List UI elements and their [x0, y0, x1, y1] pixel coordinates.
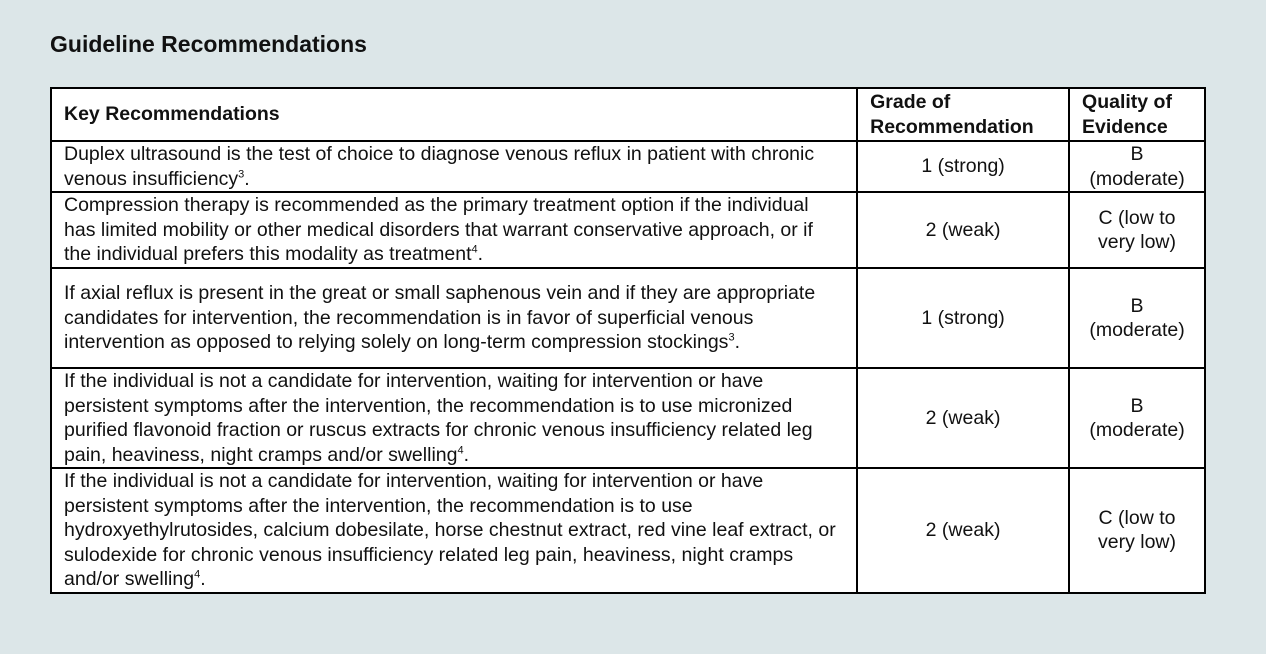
- table-header-row: [51, 88, 1205, 141]
- recommendation-end: .: [734, 331, 740, 354]
- reference-superscript: 3: [728, 331, 735, 344]
- grade-cell: 2 (weak): [857, 368, 1069, 468]
- table-row: [51, 141, 1205, 192]
- header-quality-of-evidence: Quality of Evidence: [1069, 88, 1205, 141]
- recommendations-table: [50, 87, 1206, 594]
- recommendation-cell: [51, 141, 857, 192]
- reference-superscript: 3: [238, 168, 245, 180]
- table-row: [51, 192, 1205, 268]
- quality-cell: C (low to very low): [1069, 192, 1205, 268]
- header-grade-of-recommendation: Grade of Recommendation: [857, 88, 1069, 141]
- reference-superscript: 4: [194, 568, 201, 581]
- grade-cell: 2 (weak): [857, 192, 1069, 268]
- reference-superscript: 4: [457, 444, 464, 456]
- quality-cell: B (moderate): [1069, 368, 1205, 468]
- header-key-recommendations: Key Recommendations: [51, 88, 857, 141]
- table-row: [51, 368, 1205, 468]
- quality-cell: B (moderate): [1069, 141, 1205, 192]
- table-row: [51, 468, 1205, 593]
- page-title: Guideline Recommendations: [50, 31, 367, 57]
- grade-cell: 1 (strong): [857, 141, 1069, 192]
- recommendation-text: If axial reflux is present in the great or small saphenous vein and if they are appropriate candidates for intervention, the recommendation is in favor of superficial venous intervention as opposed to relying solely on long-term compression stockings: [64, 282, 816, 354]
- quality-cell: B (moderate): [1069, 268, 1205, 368]
- recommendation-text: If the individual is not a candidate for intervention, waiting for intervention or have persistent symptoms after the intervention, the recommendation is to use hydroxyethylrutosides, calcium dobesilate, horse chestnut extract, red vine leaf extract, or sulodexide for chronic venous insufficiency related leg pain, heaviness, night cramps and/or swelling: [64, 470, 836, 590]
- recommendation-text: Duplex ultrasound is the test of choice to diagnose venous reflux in patient with chronic venous insufficiency: [64, 143, 815, 190]
- recommendation-end: .: [244, 167, 250, 190]
- recommendation-end: .: [477, 243, 484, 266]
- grade-cell: 2 (weak): [857, 468, 1069, 593]
- recommendation-text: If the individual is not a candidate for intervention, waiting for intervention or have persistent symptoms after the intervention, the recommendation is to use micronized purified flavonoid fraction or ruscus extracts for chronic venous insufficiency related leg pain, heaviness, night cramps and/or swelling: [64, 370, 813, 466]
- grade-cell: 1 (strong): [857, 268, 1069, 368]
- recommendation-cell: [51, 368, 857, 468]
- recommendation-cell: [51, 192, 857, 268]
- quality-cell: C (low to very low): [1069, 468, 1205, 593]
- table-row: [51, 268, 1205, 368]
- recommendation-text: Compression therapy is recommended as the primary treatment option if the individual has limited mobility or other medical disorders that warrant conservative approach, or if the individual prefers this modality as treatment: [64, 194, 813, 266]
- recommendation-cell: [51, 468, 857, 593]
- recommendation-end: .: [200, 568, 206, 590]
- recommendation-cell: [51, 268, 857, 368]
- reference-superscript: 4: [471, 243, 478, 256]
- recommendation-end: .: [463, 443, 470, 466]
